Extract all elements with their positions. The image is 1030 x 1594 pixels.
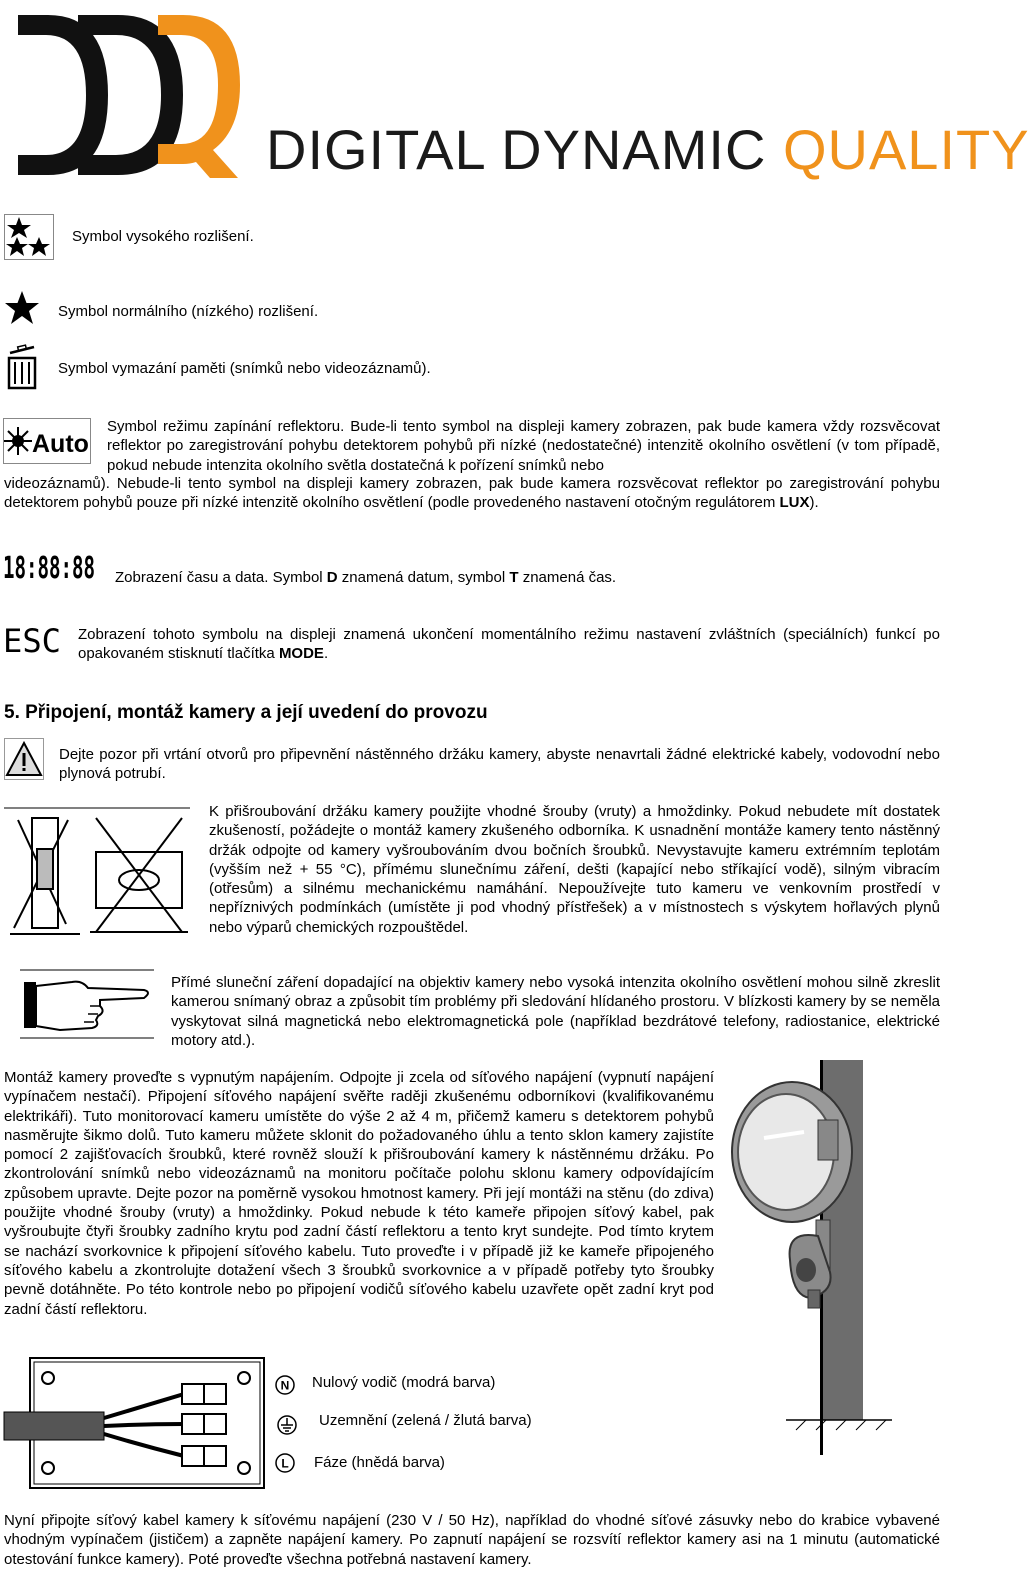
clock-label-d: D bbox=[326, 569, 338, 586]
clock-label-a: Zobrazení času a data. Symbol bbox=[115, 569, 327, 586]
sunlight-warning: Přímé sluneční záření dopadající na objektiv kamery nebo vysoká intenzita okolního osvětlení mohou silně zkreslit kamerou snímaný obraz a způsobit tím problémy při sledování hlídaného prostoru. V blízkosti kamery by se neměla vyskytovat silná magnetická nebo elektromagnetická pole (například bezdrátové telefony, radiostanice, elektrické motory atd.). bbox=[171, 974, 940, 1049]
esc-icon-text: ESC bbox=[3, 622, 61, 660]
auto-icon-text: Auto bbox=[32, 430, 89, 458]
clock-label-c: znamená čas. bbox=[518, 569, 617, 586]
ddq-logo-mark bbox=[8, 0, 268, 190]
clock-label-b: znamená datum, symbol bbox=[337, 569, 510, 586]
power-on-instructions: Nyní připojte síťový kabel kamery k síťovému napájení (230 V / 50 Hz), například do vhodné síťové zásuvky nebo do krabice vybavené vhodným vypínačem (jističem) a zapněte napájení kamery. Po zapnutí napájení se rozsvítí reflektor kamery asi na 1 minutu (automatické otestování funkce kamery). Poté proveďte všechna potřebná nastavení kamery. bbox=[4, 1512, 940, 1568]
brand-name bbox=[266, 118, 1030, 181]
neutral-symbol-icon bbox=[274, 1374, 296, 1396]
esc-description-end: . bbox=[323, 645, 329, 663]
high-res-label: Symbol vysokého rozlišení. bbox=[72, 228, 254, 245]
warning-icon bbox=[4, 738, 44, 780]
delete-label: Symbol vymazání paměti (snímků nebo videozáznamů). bbox=[58, 360, 431, 377]
high-res-icon bbox=[4, 214, 54, 260]
normal-res-label: Symbol normálního (nízkého) rozlišení. bbox=[58, 303, 319, 320]
mounting-illustration bbox=[4, 804, 190, 944]
esc-description bbox=[78, 625, 940, 664]
drilling-warning: Dejte pozor při vrtání otvorů pro připevnění nástěnného držáku kamery, abyste nenavrtali žádné elektrické kabely, vodovodní nebo plynová potrubí. bbox=[59, 746, 940, 783]
clock-icon-text: 18:88:88 bbox=[3, 551, 95, 586]
lux-label: LUX bbox=[779, 494, 810, 512]
ground-symbol-icon bbox=[276, 1414, 298, 1436]
auto-light-icon bbox=[3, 418, 91, 464]
camera-wall-illustration bbox=[726, 1060, 892, 1455]
auto-description-1: Symbol režimu zapínání reflektoru. Bude-li tento symbol na displeji kamery zobrazen, pak bude kamera vždy rozsvěcovat reflektor po zaregistrování pohybu detektorem pohybů při nízké (nedostatečné) intenzitě okolního osvětlení (v tom případě, pokud nebude intenzita okolního světla dostatečná k pořízení snímků nebo bbox=[107, 418, 940, 474]
esc-icon bbox=[3, 622, 63, 658]
clock-label-t: T bbox=[509, 569, 519, 586]
mode-button-label: MODE bbox=[278, 645, 324, 663]
trash-icon bbox=[4, 345, 40, 391]
power-instructions: Montáž kamery proveďte s vypnutým napájením. Odpojte ji zcela od síťového napájení (vypnutí napájení vypínačem nestačí). Připojení síťového napájení svěřte raději zkušenému odborníkovi (kvalifikovanému elektrikáři). Tuto monitorovací kameru umístěte do výše 2 až 4 m, přičemž kameru s detektorem pohybů nasměrujte šikmo dolů. Tuto kameru můžete sklonit do požadovaného úhlu a tento sklon kamery zajistíte pomocí 2 zajišťovacích šroubků, které rovněž slouží k přišroubování kamery k nástěnnému držáku. Po zkontrolování snímků nebo videozáznamů na monitoru počítače polohu sklonu kamery odpovídajícím způsobem upravte. Dejte pozor na poměrně vysokou hmotnost kamery. Při její montáži na stěnu (do zdiva) použijte vhodné šrouby (vruty) a hmoždinky. Pokud nebude k této kameře připojen síťový kabel, pak vyšroubujte čtyři šroubky zadního krytu pod zadní částí reflektoru a tento kryt sundejte. Pod tímto krytem se nachází svorkovnice k připojení síťového kabelu. Tuto proveďte i v případě již ke kameře připojeného síťového kabelu a zkontrolujte dotažení všech 3 šroubků svorkovnice a v případě potřeby tyto šroubky pevně dotáhněte. Po této kontrole nebo po připojení vodičů síťového kabelu uzavřete opět zadní kryt pod zadní částí reflektoru. bbox=[4, 1069, 714, 1318]
section-heading: 5. Připojení, montáž kamery a její uvedení do provozu bbox=[4, 702, 488, 723]
auto-description-2-text: videozáznamů). Nebude-li tento symbol na displeji kamery zobrazen, pak bude kamera rozsvěcovat reflektor po zaregistrování pohybu detektorem pohybů pouze při nízké intenzitě okolního osvětlení (podle provedeného nastavení otočným regulátorem bbox=[4, 475, 940, 512]
normal-res-icon bbox=[4, 290, 40, 328]
neutral-symbol-letter: N bbox=[280, 1378, 290, 1393]
phase-wire-label: Fáze (hnědá barva) bbox=[314, 1454, 445, 1471]
auto-description-2-end: ). bbox=[809, 494, 819, 512]
ground-wire-label: Uzemnění (zelená / žlutá barva) bbox=[319, 1412, 532, 1429]
esc-description-text: Zobrazení tohoto symbolu na displeji znamená ukončení momentálního režimu nastavení zvláštních (speciálních) funkcí po opakovaném stisknutí tlačítka bbox=[78, 626, 940, 663]
brand-name-dark: DIGITAL DYNAMIC bbox=[266, 118, 767, 181]
brand-name-orange: QUALITY bbox=[782, 118, 1030, 181]
clock-label bbox=[115, 568, 616, 587]
terminal-block-diagram bbox=[4, 1356, 266, 1490]
ddq-logo bbox=[8, 0, 1030, 190]
phase-symbol-letter: L bbox=[281, 1456, 289, 1471]
clock-display-icon bbox=[3, 548, 97, 584]
phase-symbol-icon bbox=[274, 1452, 296, 1474]
auto-description-2 bbox=[4, 474, 940, 513]
pointing-hand-icon bbox=[20, 968, 154, 1040]
neutral-wire-label: Nulový vodič (modrá barva) bbox=[312, 1374, 496, 1391]
mounting-instructions: K přišroubování držáku kamery použijte vhodné šrouby (vruty) a hmoždinky. Pokud nebudete mít dostatek zkušeností, požádejte o montáž kamery zkušeného odborníka. K usnadnění montáže kamery tento nástěnný držák odpojte od kamery vyšroubováním dvou bočních šroubků. Nevystavujte kameru extrémním teplotám (vyšším než + 55 °C), přímému slunečnímu záření, dešti (kapající nebo stříkající vodě), silným vibracím (otřesům) a silnému mechanickému namáhání. Nepoužívejte tuto kameru ve venkovním prostředí v nepříznivých podmínkách (umístěte ji pod vhodný přístřešek) a v místnostech s výskytem hořlavých plynů nebo výparů chemických rozpouštědel. bbox=[209, 803, 940, 936]
